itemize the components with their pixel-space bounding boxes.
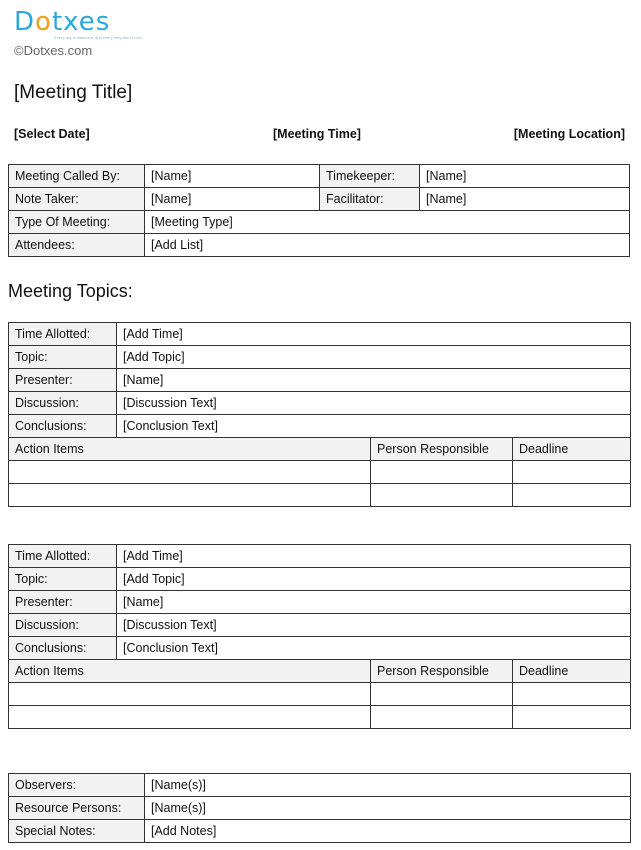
meeting-title[interactable]: [Meeting Title] xyxy=(14,82,133,103)
time-allotted-label: Time Allotted: xyxy=(9,545,117,568)
action-items-header-row xyxy=(9,660,631,683)
discussion-label: Discussion: xyxy=(9,392,117,415)
deadline-cell[interactable] xyxy=(513,683,631,706)
note-taker-field[interactable]: [Name] xyxy=(145,188,320,211)
note-taker-label: Note Taker: xyxy=(9,188,145,211)
resource-persons-field[interactable]: [Name(s)] xyxy=(145,797,631,820)
presenter-field[interactable]: [Name] xyxy=(117,591,631,614)
meeting-location[interactable]: [Meeting Location] xyxy=(513,127,625,141)
topic-label: Topic: xyxy=(9,346,117,369)
deadline-header: Deadline xyxy=(513,660,631,683)
timekeeper-label: Timekeeper: xyxy=(320,165,420,188)
topic-label: Topic: xyxy=(9,568,117,591)
meeting-info-table xyxy=(8,164,630,257)
deadline-cell[interactable] xyxy=(513,484,631,507)
action-item-row xyxy=(9,683,631,706)
table-row xyxy=(9,211,630,234)
action-item-cell[interactable] xyxy=(9,683,371,706)
person-responsible-cell[interactable] xyxy=(371,484,513,507)
deadline-cell[interactable] xyxy=(513,706,631,729)
table-row xyxy=(9,545,631,568)
time-allotted-field[interactable]: [Add Time] xyxy=(117,323,631,346)
meeting-type-field[interactable]: [Meeting Type] xyxy=(145,211,630,234)
action-item-row xyxy=(9,706,631,729)
table-row xyxy=(9,614,631,637)
action-item-cell[interactable] xyxy=(9,706,371,729)
person-responsible-header: Person Responsible xyxy=(371,660,513,683)
discussion-field[interactable]: [Discussion Text] xyxy=(117,614,631,637)
special-notes-field[interactable]: [Add Notes] xyxy=(145,820,631,843)
attendees-label: Attendees: xyxy=(9,234,145,257)
table-row xyxy=(9,392,631,415)
time-allotted-label: Time Allotted: xyxy=(9,323,117,346)
topic-field[interactable]: [Add Topic] xyxy=(117,346,631,369)
facilitator-field[interactable]: [Name] xyxy=(420,188,630,211)
action-items-header-row xyxy=(9,438,631,461)
person-responsible-cell[interactable] xyxy=(371,461,513,484)
presenter-label: Presenter: xyxy=(9,369,117,392)
action-item-row xyxy=(9,461,631,484)
presenter-field[interactable]: [Name] xyxy=(117,369,631,392)
meeting-topics-heading: Meeting Topics: xyxy=(8,281,133,301)
dotxes-logo xyxy=(14,7,142,40)
topic-table-2 xyxy=(8,544,631,729)
deadline-header: Deadline xyxy=(513,438,631,461)
attendees-field[interactable]: [Add List] xyxy=(145,234,630,257)
action-items-header: Action Items xyxy=(9,660,371,683)
conclusions-field[interactable]: [Conclusion Text] xyxy=(117,637,631,660)
table-row xyxy=(9,637,631,660)
action-item-row xyxy=(9,484,631,507)
person-responsible-header: Person Responsible xyxy=(371,438,513,461)
resource-persons-label: Resource Persons: xyxy=(9,797,145,820)
table-row xyxy=(9,346,631,369)
special-notes-label: Special Notes: xyxy=(9,820,145,843)
timekeeper-field[interactable]: [Name] xyxy=(420,165,630,188)
discussion-label: Discussion: xyxy=(9,614,117,637)
person-responsible-cell[interactable] xyxy=(371,683,513,706)
person-responsible-cell[interactable] xyxy=(371,706,513,729)
logo-tagline: Every day is awesome and every template is cool xyxy=(54,35,142,40)
table-row xyxy=(9,797,631,820)
table-row xyxy=(9,568,631,591)
table-row xyxy=(9,591,631,614)
conclusions-field[interactable]: [Conclusion Text] xyxy=(117,415,631,438)
topic-field[interactable]: [Add Topic] xyxy=(117,568,631,591)
called-by-label: Meeting Called By: xyxy=(9,165,145,188)
table-row xyxy=(9,369,631,392)
table-row xyxy=(9,165,630,188)
logo-wordmark: Dotxes xyxy=(14,7,111,37)
topic-table-1 xyxy=(8,322,631,507)
table-row xyxy=(9,188,630,211)
discussion-field[interactable]: [Discussion Text] xyxy=(117,392,631,415)
facilitator-label: Facilitator: xyxy=(320,188,420,211)
table-row xyxy=(9,820,631,843)
presenter-label: Presenter: xyxy=(9,591,117,614)
meeting-type-label: Type Of Meeting: xyxy=(9,211,145,234)
table-row xyxy=(9,323,631,346)
meeting-date[interactable]: [Select Date] xyxy=(14,127,90,141)
meeting-time[interactable]: [Meeting Time] xyxy=(273,127,361,141)
action-item-cell[interactable] xyxy=(9,484,371,507)
observers-field[interactable]: [Name(s)] xyxy=(145,774,631,797)
conclusions-label: Conclusions: xyxy=(9,637,117,660)
called-by-field[interactable]: [Name] xyxy=(145,165,320,188)
observers-label: Observers: xyxy=(9,774,145,797)
time-allotted-field[interactable]: [Add Time] xyxy=(117,545,631,568)
observers-table xyxy=(8,773,631,843)
copyright-text: ©Dotxes.com xyxy=(14,43,93,58)
table-row xyxy=(9,415,631,438)
action-items-header: Action Items xyxy=(9,438,371,461)
action-item-cell[interactable] xyxy=(9,461,371,484)
deadline-cell[interactable] xyxy=(513,461,631,484)
conclusions-label: Conclusions: xyxy=(9,415,117,438)
table-row xyxy=(9,234,630,257)
table-row xyxy=(9,774,631,797)
